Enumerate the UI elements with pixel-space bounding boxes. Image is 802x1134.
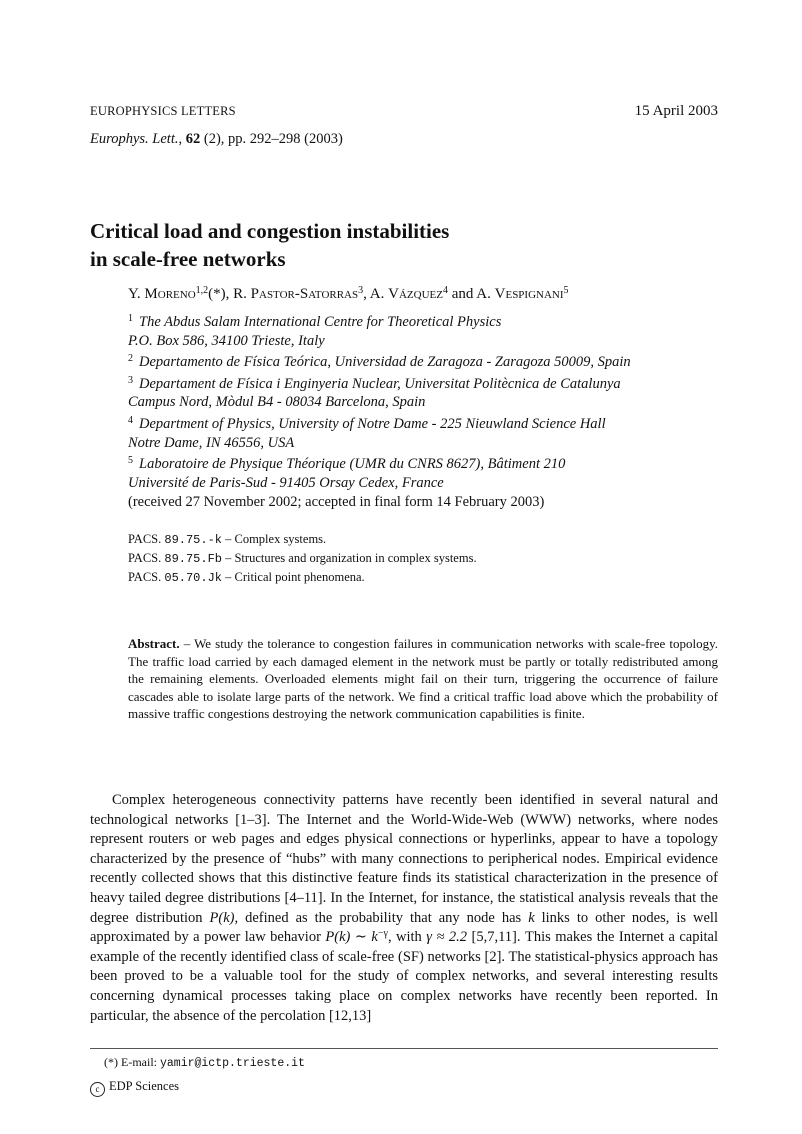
abstract-heading: Abstract.: [128, 636, 180, 651]
affiliations: $^1$ The Abdus Salam International Centre for Theoretical Physics P.O. Box 586, 34100 Trieste, Italy $^2$ Departamento de Física Teórica, Universidad de Zaragoza - Zaragoza 50009, Spain $^3$ Departament de Física i Enginyeria Nuclear, Universitat Politècnica de Catalunya Campus Nord, Mòdul B4 - 08034 Barcelona, Spain $^4$ Department of Physics, University of Notre Dame - 225 Nieuwland Science Hall Notre Dame, IN 46556, USA $^5$ Laboratoire de Physique Théorique (UMR du CNRS 8627), Bâtiment 210 Université de Paris-Sud - 91405 Orsay Cedex, France: [128, 310, 728, 492]
copyright: c EDP Sciences: [90, 1079, 179, 1097]
affiliation-1: $^1$ The Abdus Salam International Centre for Theoretical Physics: [128, 313, 502, 330]
pacs-item: PACS. 05.70.Jk – Critical point phenomena.: [128, 570, 365, 585]
footnote-rule: [90, 1048, 718, 1049]
citation-volume: 62: [185, 131, 201, 147]
affiliation-3: $^3$ Departament de Física i Enginyeria Nuclear, Universitat Politècnica de Catalunya: [128, 374, 621, 392]
paper-title: [90, 217, 690, 273]
publication-date: 15 April 2003: [634, 103, 718, 119]
author-list: Y. Moreno$^{1,2}$(*), R. Pastor-Satorras$^3$, A. Vázquez$^4$ and A. Vespignani$^5$: [128, 285, 569, 302]
author-moreno: Moreno: [144, 286, 196, 302]
citation-journal: Europhys. Lett.: [90, 131, 179, 147]
received-dates: (received 27 November 2002; accepted in final form 14 February 2003): [128, 494, 545, 510]
abstract: Abstract. – We study the tolerance to congestion failures in communication networks with scale-free topology. The traffic load carried by each damaged element in the network must be partly or totally redistributed among the remaining elements. Overloaded elements might fail on their turn, triggering the occurrence of failure cascades able to isolate large parts of the network. We find a critical traffic load above which the probability of massive traffic congestions destroying the network communication capabilities is finite.: [128, 636, 718, 721]
citation: Europhys. Lett., 62 (2), pp. 292–298 (2003): [90, 131, 343, 147]
pacs-list: [128, 530, 477, 587]
pacs-item: PACS. 89.75.-k – Complex systems.: [128, 532, 327, 547]
copyright-icon: c: [90, 1082, 105, 1097]
affiliation-2: $^2$ Departamento de Física Teórica, Universidad de Zaragoza - Zaragoza 50009, Spain: [128, 353, 631, 371]
email-link[interactable]: yamir@ictp.trieste.it: [160, 1057, 305, 1070]
author-pastor-satorras: Pastor-Satorras: [250, 286, 359, 302]
citation-rest: (2), pp. 292–298 (2003): [200, 131, 343, 147]
footnote: (*) E-mail: yamir@ictp.trieste.it: [104, 1055, 305, 1070]
title-line-1: Critical load and congestion instabilities: [90, 219, 450, 243]
author-vespignani: Vespignani: [494, 286, 564, 302]
affiliation-4: $^4$ Department of Physics, University of Notre Dame - 225 Nieuwland Science Hall: [128, 414, 606, 432]
title-line-2: in scale-free networks: [90, 247, 286, 271]
pacs-item: PACS. 89.75.Fb – Structures and organization in complex systems.: [128, 551, 477, 566]
journal-name: EUROPHYSICS LETTERS: [90, 104, 236, 118]
abstract-text: We study the tolerance to congestion failures in communication networks with scale-free topology. The traffic load carried by each damaged element in the network must be partly or totally redistributed among the remaining elements. Overloaded elements might fail on their turn, triggering the occurrence of failure cascades able to isolate large parts of the network. We find a critical traffic load above which the probability of massive traffic congestions destroying the network communication capabilities is finite.: [128, 636, 718, 721]
author-vazquez: Vázquez: [388, 286, 443, 302]
affiliation-5: $^5$ Laboratoire de Physique Théorique (UMR du CNRS 8627), Bâtiment 210: [128, 455, 566, 473]
body-paragraph: Complex heterogeneous connectivity patterns have recently been identified in several natural and technological networks [1–3]. The Internet and the World-Wide-Web (WWW) networks, where nodes represent routers or web pages and edges physical connections or hyperlinks, appear to have a topology characterized by the presence of “hubs” with many connections to peripherical nodes. Empirical evidence recently collected shows that this distinctive feature finds its statistical characterization in the presence of heavy tailed degree distributions [4–11]. In the Internet, for instance, the statistical analysis reveals that the degree distribution P(k), defined as the probability that any node has k links to other nodes, is well approximated by a power law behavior P(k) ∼ $k^{-\gamma}$, with γ ≈ 2.2 [5,7,11]. This makes the Internet a capital example of the recently identified class of scale-free (SF) networks [2]. The statistical-physics approach has been proved to be a valuable tool for the study of complex networks, and several interesting results concerning dynamical processes taking place on complex networks have recently been reported. In particular, the absence of the percolation [12,13]: [90, 792, 719, 1024]
